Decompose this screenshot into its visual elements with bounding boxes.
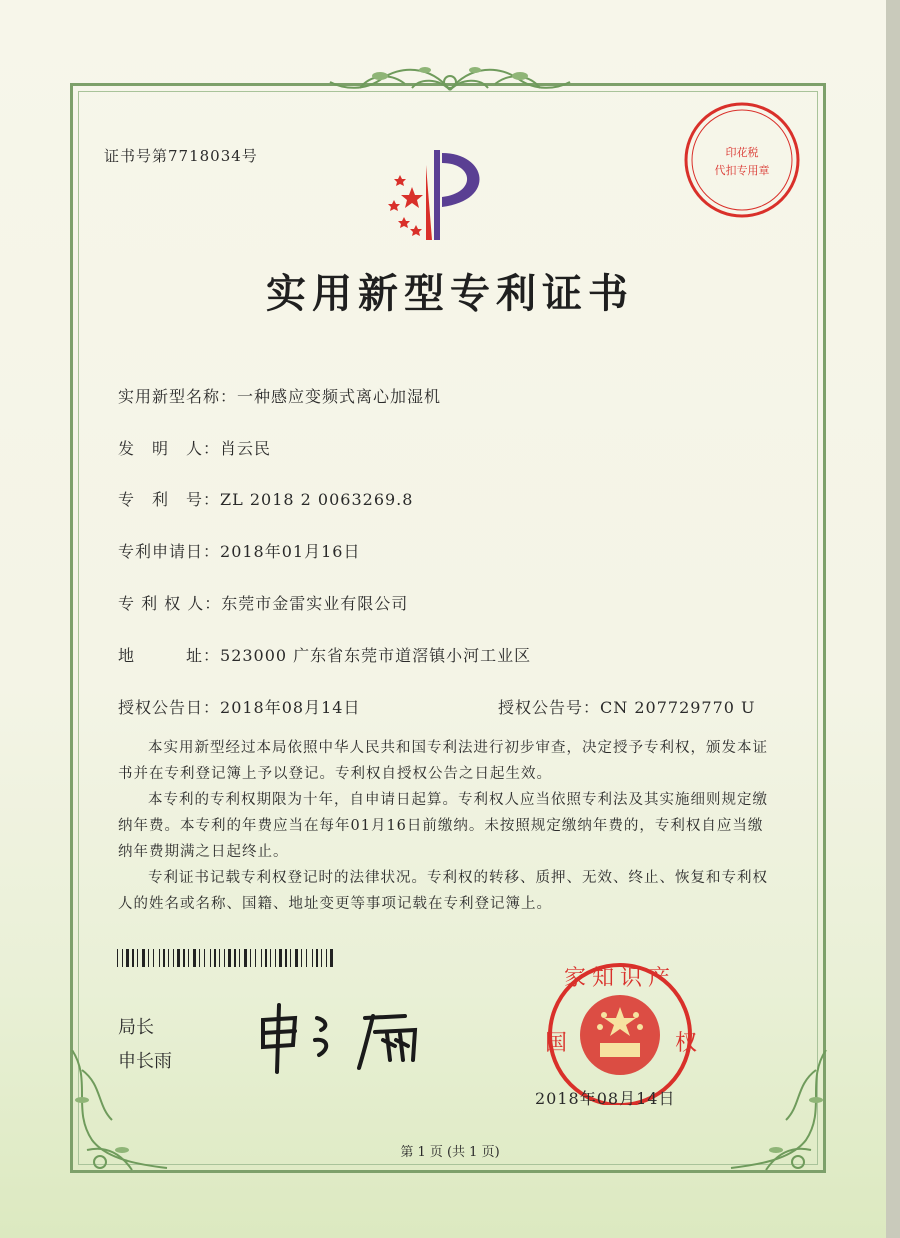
signature-role: 局长 [118, 1017, 154, 1038]
barcode-icon [117, 949, 334, 967]
svg-text:权: 权 [674, 1031, 698, 1056]
field-value: 一种感应变频式离心加湿机 [237, 387, 442, 406]
scan-edge [886, 0, 900, 1238]
field-label: 授权公告日： [118, 698, 221, 717]
patentee-row [118, 591, 408, 614]
grant-number-row [498, 695, 756, 718]
tax-stamp-icon [680, 98, 805, 223]
field-value: CN 207729770 U [600, 698, 756, 717]
certificate-number: 证书号第7718034号 [104, 147, 258, 165]
inventor-row [118, 436, 271, 459]
application-date-row [118, 539, 360, 562]
field-value: 肖云民 [220, 439, 272, 458]
utility-model-name-row [118, 384, 441, 407]
certificate-title: 实用新型专利证书 [266, 270, 634, 317]
signature-name: 申长雨 [118, 1051, 172, 1072]
seal-date: 2018年08月14日 [535, 1089, 676, 1108]
grant-date-row [118, 695, 360, 718]
field-label: 实用新型名称： [118, 387, 238, 406]
field-label: 授权公告号： [498, 698, 601, 717]
field-label: 地 址： [118, 646, 221, 665]
svg-text:家知识产: 家知识产 [563, 966, 677, 991]
page-number: 第 1 页 (共 1 页) [400, 1145, 500, 1160]
handwritten-signature-icon [255, 1000, 445, 1075]
patent-number-row [118, 487, 413, 510]
field-label: 发 明 人： [118, 439, 221, 458]
field-label: 专 利 权 人： [118, 594, 222, 613]
patent-office-logo-icon [382, 145, 502, 245]
field-value: 523000 广东省东莞市道滘镇小河工业区 [220, 646, 532, 665]
paragraph-grant: 本实用新型经过本局依照中华人民共和国专利法进行初步审查，决定授予专利权，颁发本证书并在专利登记簿上予以登记。专利权自授权公告之日起生效。 [118, 740, 768, 782]
top-ornament-icon [320, 60, 580, 105]
paragraph-legal-status: 专利证书记载专利权登记时的法律状况。专利权的转移、质押、无效、终止、恢复和专利权人的姓名或名称、国籍、地址变更等事项记载在专利登记簿上。 [118, 870, 768, 912]
field-value: 2018年01月16日 [220, 542, 361, 561]
field-value: ZL 2018 2 0063269.8 [220, 490, 414, 509]
official-seal-icon [520, 955, 720, 1105]
svg-text:印花税: 印花税 [725, 146, 759, 159]
field-label: 专利申请日： [118, 542, 221, 561]
field-value: 东莞市金雷实业有限公司 [221, 594, 409, 613]
field-label: 专 利 号： [118, 490, 221, 509]
paragraph-term: 本专利的专利权期限为十年，自申请日起算。专利权人应当依照专利法及其实施细则规定缴纳年费。本专利的年费应当在每年01月16日前缴纳。未按照规定缴纳年费的，专利权自应当缴纳年费期满之日起终止。 [118, 792, 768, 860]
svg-text:代扣专用章: 代扣专用章 [714, 164, 770, 177]
field-value: 2018年08月14日 [220, 698, 361, 717]
svg-text:国: 国 [544, 1031, 568, 1056]
corner-ornament-bottom-right-icon [726, 1050, 836, 1180]
address-row [118, 643, 531, 666]
